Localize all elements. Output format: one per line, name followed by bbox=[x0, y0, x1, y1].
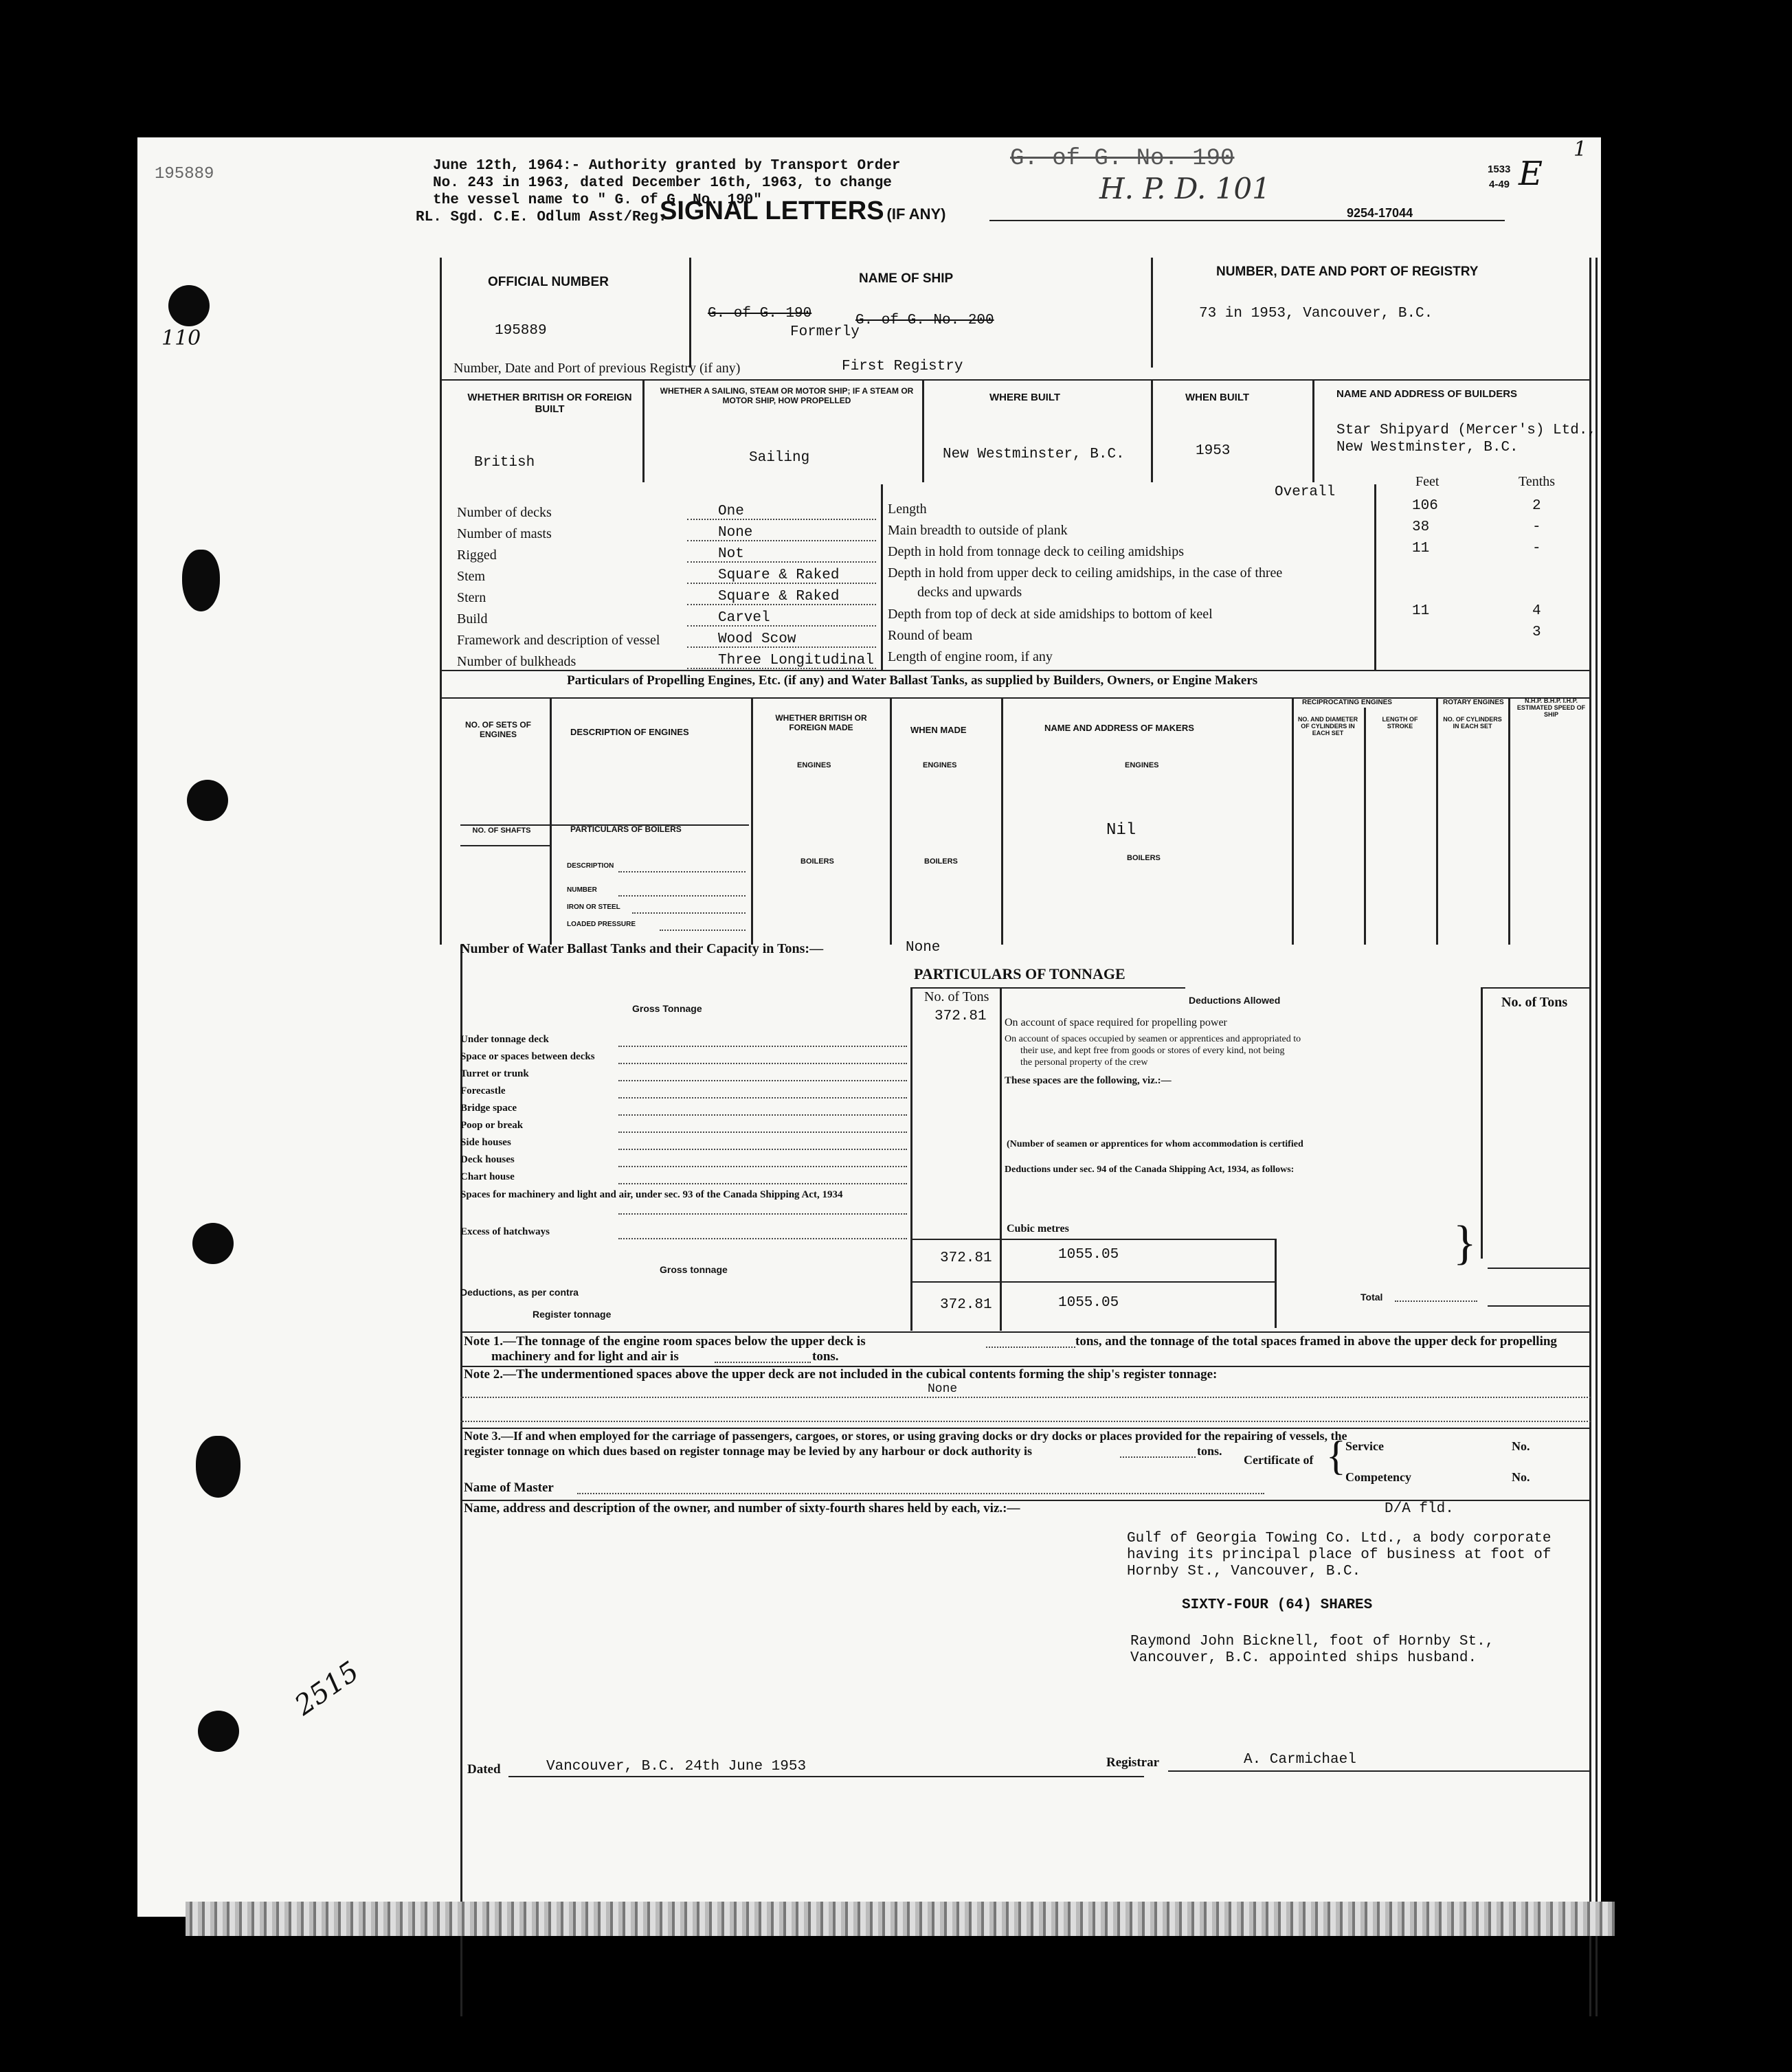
engines-word: ENGINES bbox=[923, 761, 957, 769]
particular-label: Number of decks bbox=[457, 505, 552, 520]
dimension-label: Length of engine room, if any bbox=[888, 649, 1053, 664]
particular-value: Carvel bbox=[718, 610, 770, 626]
register-page bbox=[137, 137, 1601, 1917]
competency-label: Competency bbox=[1345, 1470, 1411, 1484]
binder-hole bbox=[198, 1711, 239, 1752]
particular-label: Rigged bbox=[457, 548, 497, 563]
boilers-label: PARTICULARS OF BOILERS bbox=[570, 824, 682, 834]
dimension-feet: 38 bbox=[1412, 519, 1430, 535]
gross-item: Chart house bbox=[460, 1171, 515, 1182]
certificate-label: Certificate of bbox=[1244, 1453, 1314, 1467]
dimension-feet: 11 bbox=[1412, 541, 1430, 556]
gross-tonnage-label: Gross Tonnage bbox=[632, 1003, 702, 1014]
when-built: 1953 bbox=[1196, 443, 1231, 459]
hand-mark: 110 bbox=[161, 326, 201, 350]
engines-title: Particulars of Propelling Engines, Etc. (if any) and Water Ballast Tanks, as supplied by Builders, Owners, or Engine Makers bbox=[567, 673, 1258, 688]
binder-hole bbox=[168, 285, 210, 326]
british-label: WHETHER BRITISH OR FOREIGN BUILT bbox=[467, 392, 632, 415]
frame-left bbox=[440, 258, 442, 945]
particular-value: Square & Raked bbox=[718, 589, 840, 605]
owner-shares: SIXTY-FOUR (64) SHARES bbox=[1182, 1597, 1373, 1613]
tenths-label: Tenths bbox=[1519, 474, 1556, 489]
gross-item: Forecastle bbox=[460, 1085, 506, 1096]
official-number-label: OFFICIAL NUMBER bbox=[488, 275, 609, 289]
struck-name: G. of G. No. 190 bbox=[1010, 146, 1235, 172]
memo-line: RL. Sgd. C.E. Odlum Asst/Reg. bbox=[416, 210, 667, 225]
dimension-tenths: 3 bbox=[1532, 624, 1541, 640]
builders-label: NAME AND ADDRESS OF BUILDERS bbox=[1336, 388, 1518, 400]
note-1: machinery and for light and air is bbox=[491, 1349, 679, 1364]
boilers-word: BOILERS bbox=[800, 857, 834, 866]
dimension-tenths: 2 bbox=[1532, 498, 1541, 514]
former-name: G. of G. No. 200 bbox=[855, 313, 994, 328]
dimension-tenths: - bbox=[1532, 519, 1541, 535]
frame-right bbox=[1595, 258, 1598, 2016]
note-3: register tonnage on which dues based on register tonnage may be levied by any harbour or dock authority is bbox=[464, 1444, 1033, 1458]
total-label: Total bbox=[1360, 1292, 1383, 1303]
service-no: No. bbox=[1512, 1439, 1530, 1453]
deductions-label: Deductions Allowed bbox=[1189, 995, 1281, 1006]
dated-label: Dated bbox=[467, 1762, 501, 1777]
dimension-label: Depth in hold from upper deck to ceiling amidships, in the case of three bbox=[888, 565, 1283, 581]
signal-line bbox=[989, 220, 1505, 221]
register-cubic: 1055.05 bbox=[1058, 1295, 1119, 1311]
particular-value: Not bbox=[718, 546, 744, 562]
builders-line: New Westminster, B.C. bbox=[1336, 440, 1519, 455]
master-label: Name of Master bbox=[464, 1480, 554, 1495]
dimension-tenths: 4 bbox=[1532, 603, 1541, 619]
gross-tons: 372.81 bbox=[940, 1250, 992, 1266]
boiler-iron-steel: IRON OR STEEL bbox=[567, 903, 620, 911]
engines-nil: Nil bbox=[1106, 821, 1136, 840]
gross-cubic: 1055.05 bbox=[1058, 1247, 1119, 1263]
builders-line: Star Shipyard (Mercer's) Ltd., bbox=[1336, 423, 1597, 438]
note-1: tons. bbox=[812, 1349, 839, 1364]
note-1: Note 1.—The tonnage of the engine room spaces below the upper deck is bbox=[464, 1334, 866, 1349]
owner-da: D/A fld. bbox=[1385, 1501, 1454, 1517]
page-number: 1 bbox=[1573, 137, 1587, 161]
col-cylinders: NO. AND DIAMETER OF CYLINDERS IN EACH SET bbox=[1297, 716, 1358, 736]
col-makers: NAME AND ADDRESS OF MAKERS bbox=[1044, 723, 1194, 733]
dimension-label: Round of beam bbox=[888, 628, 973, 643]
owner-line: Gulf of Georgia Towing Co. Ltd., a body corporate bbox=[1127, 1531, 1552, 1546]
previous-registry-label: Number, Date and Port of previous Registry (if any) bbox=[453, 361, 741, 376]
boiler-loaded: LOADED PRESSURE bbox=[567, 921, 636, 928]
corner-mark: E bbox=[1519, 155, 1543, 193]
ballast-label: Number of Water Ballast Tanks and their Capacity in Tons:— bbox=[460, 941, 824, 956]
ship-name-label: NAME OF SHIP bbox=[859, 271, 954, 286]
register-tonnage-row: Register tonnage bbox=[533, 1309, 612, 1320]
owner-line: having its principal place of business at foot of bbox=[1127, 1547, 1552, 1563]
col-british: WHETHER BRITISH OR FOREIGN MADE bbox=[775, 713, 867, 732]
gross-item: Deck houses bbox=[460, 1154, 515, 1165]
note-3: Note 3.—If and when employed for the carriage of passengers, cargoes, or stores, or using graving docks or dry docks or places provided for the repairing of vessels, the bbox=[464, 1429, 1347, 1443]
dimension-label: Depth in hold from tonnage deck to ceiling amidships bbox=[888, 544, 1185, 559]
deduction-line: (Number of seamen or apprentices for whom accommodation is certified bbox=[1007, 1139, 1303, 1149]
registrar-name: A. Carmichael bbox=[1244, 1752, 1356, 1768]
col-recip: RECIPROCATING ENGINES bbox=[1302, 699, 1392, 706]
particular-label: Build bbox=[457, 611, 488, 627]
gross-item: Turret or trunk bbox=[460, 1068, 529, 1079]
cert-brace: { bbox=[1326, 1433, 1346, 1478]
col-stroke: LENGTH OF STROKE bbox=[1382, 716, 1418, 730]
binder-hole bbox=[196, 1436, 240, 1498]
note-2-value: None bbox=[928, 1382, 958, 1396]
cubic-label: Cubic metres bbox=[1007, 1223, 1069, 1235]
dimension-tenths: - bbox=[1532, 541, 1541, 556]
registrar-label: Registrar bbox=[1106, 1755, 1160, 1770]
margin-handwriting: 2515 bbox=[289, 1655, 365, 1722]
boilers-word: BOILERS bbox=[1127, 854, 1161, 862]
binder-hole bbox=[192, 1223, 234, 1264]
handwritten-name: H. P. D. 101 bbox=[1099, 172, 1270, 205]
gross-tonnage-row: Gross tonnage bbox=[660, 1264, 728, 1275]
propelled-label: WHETHER A SAILING, STEAM OR MOTOR SHIP; IF A STEAM OR MOTOR SHIP, HOW PROPELLED bbox=[660, 386, 914, 405]
propelled-value: Sailing bbox=[749, 450, 810, 466]
signal-letters-title: SIGNAL LETTERS (IF ANY) bbox=[660, 196, 946, 225]
deduction-line: their use, and kept free from goods or stores of every kind, not being bbox=[1020, 1046, 1285, 1056]
particular-value: Wood Scow bbox=[718, 631, 796, 647]
no-tons-right: No. of Tons bbox=[1501, 995, 1568, 1010]
col-rotary-cyl: NO. OF CYLINDERS IN EACH SET bbox=[1443, 716, 1502, 730]
gross-item: Side houses bbox=[460, 1137, 511, 1148]
particular-label: Framework and description of vessel bbox=[457, 633, 660, 648]
shafts-label: NO. OF SHAFTS bbox=[472, 826, 531, 835]
competency-no: No. bbox=[1512, 1470, 1530, 1484]
boilers-word: BOILERS bbox=[924, 857, 958, 866]
memo-line: the vessel name to " G. of G. No. 190" bbox=[433, 192, 762, 208]
ship-name: G. of G. 190 bbox=[708, 306, 812, 322]
deduction-line: Deductions under sec. 94 of the Canada Shipping Act, 1934, as follows: bbox=[1005, 1164, 1295, 1175]
note-1: tons, and the tonnage of the total spaces framed in above the upper deck for propelling bbox=[1075, 1334, 1557, 1349]
when-built-label: WHEN BUILT bbox=[1185, 392, 1250, 403]
gross-item: Spaces for machinery and light and air, under sec. 93 of the Canada Shipping Act, 1934 bbox=[460, 1189, 843, 1200]
particular-value: One bbox=[718, 504, 744, 519]
gross-item: Excess of hatchways bbox=[460, 1226, 550, 1237]
particular-label: Number of masts bbox=[457, 526, 552, 541]
binder-hole bbox=[182, 550, 220, 611]
register-tons: 372.81 bbox=[940, 1297, 992, 1313]
where-built: New Westminster, B.C. bbox=[943, 447, 1125, 462]
british-value: British bbox=[474, 455, 535, 471]
engines-word: ENGINES bbox=[797, 761, 831, 769]
boiler-number: NUMBER bbox=[567, 886, 597, 894]
previous-registry: First Registry bbox=[842, 359, 963, 374]
feet-label: Feet bbox=[1415, 474, 1440, 489]
page-bottom-strip bbox=[186, 1902, 1615, 1936]
service-label: Service bbox=[1345, 1439, 1384, 1453]
ballast-value: None bbox=[906, 940, 941, 956]
official-number: 195889 bbox=[495, 323, 547, 339]
brace: } bbox=[1453, 1217, 1477, 1270]
owner-line: Hornby St., Vancouver, B.C. bbox=[1127, 1564, 1361, 1579]
deduction-line: the personal property of the crew bbox=[1020, 1057, 1148, 1068]
dated-value: Vancouver, B.C. 24th June 1953 bbox=[546, 1759, 807, 1775]
formerly-label: Formerly bbox=[790, 324, 860, 340]
overall-label: Overall bbox=[1275, 484, 1336, 500]
gross-item: Under tonnage deck bbox=[460, 1034, 549, 1045]
dimension-label: Depth from top of deck at side amidships to bottom of keel bbox=[888, 607, 1213, 622]
col-rotary: ROTARY ENGINES bbox=[1443, 699, 1504, 706]
deduction-line: On account of spaces occupied by seamen or apprentices and appropriated to bbox=[1005, 1034, 1301, 1044]
ships-husband: Raymond John Bicknell, foot of Hornby St., bbox=[1130, 1634, 1494, 1649]
col-no-engines: NO. OF SETS OF ENGINES bbox=[464, 720, 531, 739]
frame-right bbox=[1589, 258, 1591, 2016]
dimension-label: Main breadth to outside of plank bbox=[888, 523, 1068, 538]
no-tons-label: No. of Tons bbox=[924, 989, 989, 1004]
under-deck-tons: 372.81 bbox=[934, 1009, 987, 1024]
gross-item: Poop or break bbox=[460, 1120, 524, 1131]
particular-label: Stern bbox=[457, 590, 486, 605]
gross-item: Space or spaces between decks bbox=[460, 1051, 595, 1062]
col-description: DESCRIPTION OF ENGINES bbox=[570, 727, 689, 737]
deductions-contra: Deductions, as per contra bbox=[460, 1287, 579, 1298]
particular-label: Stem bbox=[457, 569, 486, 584]
particular-value: None bbox=[718, 525, 753, 541]
dimension-label: Length bbox=[888, 502, 927, 517]
dimension-label: decks and upwards bbox=[917, 585, 1022, 600]
particular-label: Number of bulkheads bbox=[457, 654, 576, 669]
left-number: 195889 bbox=[155, 165, 214, 183]
particular-value: Three Longitudinal bbox=[718, 653, 874, 668]
ships-husband: Vancouver, B.C. appointed ships husband. bbox=[1130, 1650, 1477, 1666]
form-no: 1533 bbox=[1488, 164, 1511, 175]
col-nhp: N.H.P. B.H.P. I.H.P. ESTIMATED SPEED OF SHIP bbox=[1516, 697, 1586, 718]
boiler-description: DESCRIPTION bbox=[567, 862, 614, 870]
memo-line: No. 243 in 1963, dated December 16th, 1963, to change bbox=[433, 175, 892, 191]
port-registry: 73 in 1953, Vancouver, B.C. bbox=[1199, 306, 1433, 322]
form-date: 4-49 bbox=[1489, 179, 1510, 190]
particular-value: Square & Raked bbox=[718, 567, 840, 583]
note-3: tons. bbox=[1197, 1444, 1222, 1458]
gross-item: Bridge space bbox=[460, 1103, 517, 1114]
memo-line: June 12th, 1964:- Authority granted by Transport Order bbox=[433, 158, 901, 174]
where-built-label: WHERE BUILT bbox=[989, 392, 1061, 403]
deduction-line: These spaces are the following, viz.:— bbox=[1005, 1075, 1172, 1086]
port-label: NUMBER, DATE AND PORT OF REGISTRY bbox=[1216, 264, 1479, 279]
binder-hole bbox=[187, 780, 228, 821]
deduction-line: On account of space required for propelling power bbox=[1005, 1017, 1227, 1028]
tonnage-title: PARTICULARS OF TONNAGE bbox=[914, 965, 1125, 982]
dimension-feet: 11 bbox=[1412, 603, 1430, 619]
owner-label: Name, address and description of the owner, and number of sixty-fourth shares held by each, viz.:— bbox=[464, 1501, 1020, 1516]
engines-word: ENGINES bbox=[1125, 761, 1159, 769]
form-code: 9254-17044 bbox=[1347, 206, 1413, 220]
dimension-feet: 106 bbox=[1412, 498, 1438, 514]
note-2: Note 2.—The undermentioned spaces above the upper deck are not included in the cubical contents forming the ship's register tonnage: bbox=[464, 1367, 1218, 1382]
col-when: WHEN MADE bbox=[910, 725, 967, 735]
